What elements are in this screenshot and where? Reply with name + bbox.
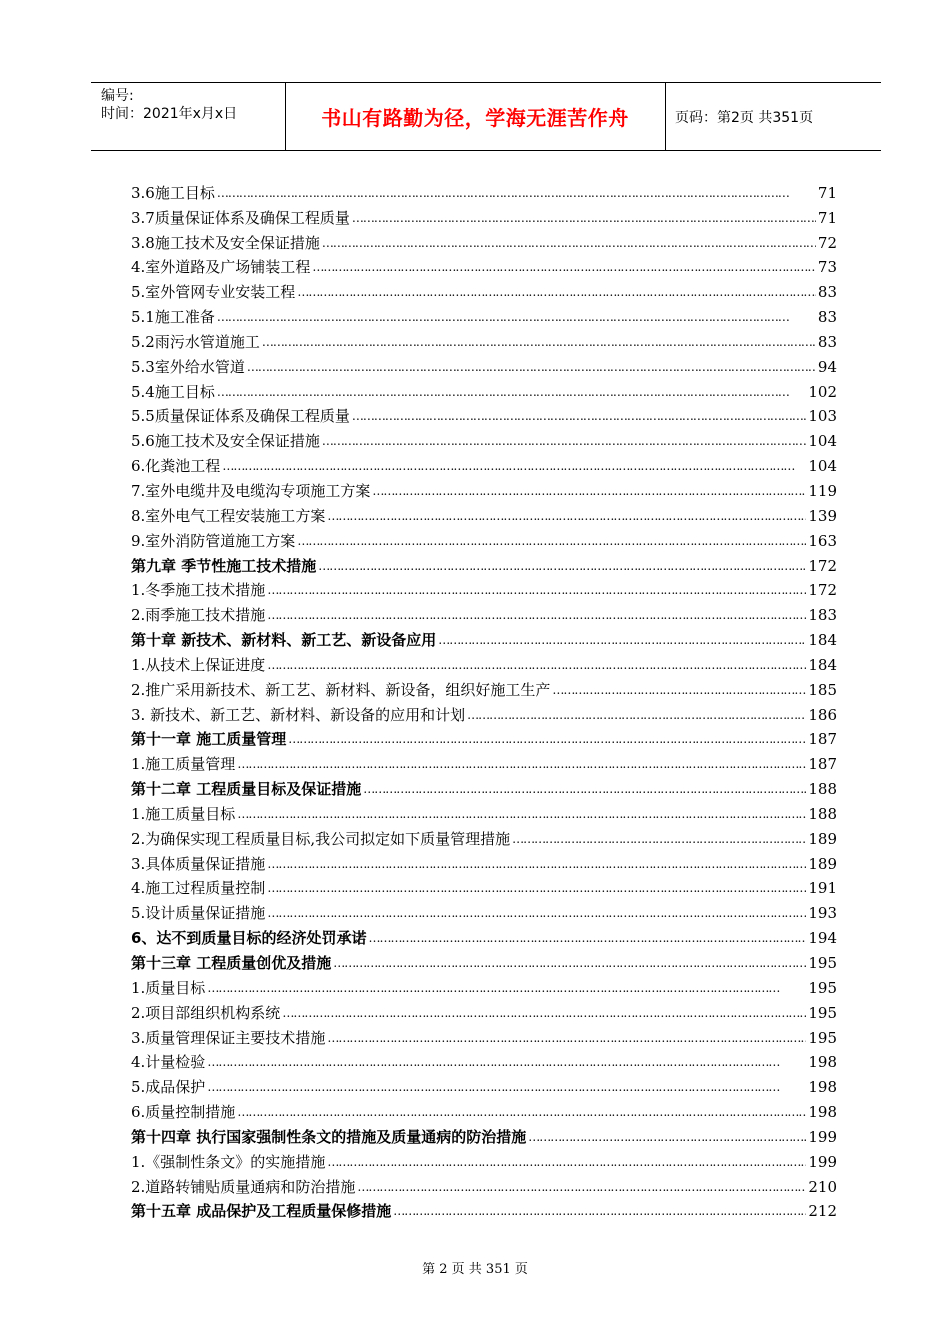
table-of-contents bbox=[131, 178, 837, 1221]
toc-entry[interactable] bbox=[131, 576, 837, 601]
toc-entry[interactable] bbox=[131, 824, 837, 849]
number-label: 编号: bbox=[101, 88, 134, 104]
toc-entry[interactable] bbox=[131, 178, 837, 203]
toc-entry[interactable] bbox=[131, 228, 837, 253]
toc-entry-page: 199 bbox=[808, 1127, 837, 1146]
toc-entry-page: 83 bbox=[817, 308, 837, 327]
toc-entry[interactable] bbox=[131, 203, 837, 228]
header-meta bbox=[101, 87, 237, 123]
toc-entry-label: 5.成品保护 bbox=[131, 1078, 206, 1097]
toc-entry[interactable] bbox=[131, 998, 837, 1023]
toc-entry-page: 184 bbox=[808, 631, 837, 650]
toc-entry-label: 5.2雨污水管道施工 bbox=[131, 332, 260, 351]
toc-dot-leader bbox=[363, 779, 806, 799]
toc-entry-page: 194 bbox=[808, 929, 837, 948]
toc-dot-leader bbox=[552, 680, 806, 700]
toc-dot-leader bbox=[372, 481, 806, 501]
toc-entry-page: 188 bbox=[808, 780, 837, 799]
toc-entry[interactable] bbox=[131, 650, 837, 675]
toc-entry-label: 7.室外电缆井及电缆沟专项施工方案 bbox=[131, 481, 371, 500]
toc-chapter-entry[interactable] bbox=[131, 948, 837, 973]
toc-entry[interactable] bbox=[131, 526, 837, 551]
toc-entry[interactable] bbox=[131, 700, 837, 725]
toc-dot-leader bbox=[282, 1003, 806, 1023]
toc-dot-leader bbox=[288, 729, 806, 749]
toc-dot-leader bbox=[207, 1052, 806, 1072]
toc-entry[interactable] bbox=[131, 451, 837, 476]
toc-entry-page: 191 bbox=[808, 879, 837, 898]
toc-entry-page: 187 bbox=[808, 755, 837, 774]
toc-dot-leader bbox=[393, 1201, 806, 1221]
toc-dot-leader bbox=[207, 1077, 806, 1097]
toc-entry-label: 2.雨季施工技术措施 bbox=[131, 606, 266, 625]
toc-entry[interactable] bbox=[131, 377, 837, 402]
toc-entry-label: 2.为确保实现工程质量目标,我公司拟定如下质量管理措施 bbox=[131, 829, 511, 848]
toc-dot-leader bbox=[267, 655, 806, 675]
toc-chapter-entry[interactable] bbox=[131, 551, 837, 576]
toc-entry-page: 72 bbox=[817, 233, 837, 252]
toc-entry-page: 83 bbox=[817, 332, 837, 351]
toc-entry[interactable] bbox=[131, 277, 837, 302]
toc-dot-leader bbox=[267, 854, 806, 874]
toc-dot-leader bbox=[222, 456, 806, 476]
header-page-info: 页码：第2页 共351页 bbox=[675, 109, 814, 126]
toc-entry-label: 3.8施工技术及安全保证措施 bbox=[131, 233, 320, 252]
toc-dot-leader bbox=[322, 233, 816, 253]
toc-entry-page: 103 bbox=[808, 407, 837, 426]
toc-dot-leader bbox=[312, 257, 816, 277]
toc-dot-leader bbox=[318, 556, 806, 576]
toc-dot-leader bbox=[528, 1127, 806, 1147]
toc-entry-page: 71 bbox=[817, 208, 837, 227]
toc-entry[interactable] bbox=[131, 973, 837, 998]
toc-entry-label: 4.计量检验 bbox=[131, 1053, 206, 1072]
toc-entry[interactable] bbox=[131, 1023, 837, 1048]
toc-entry-label: 2.道路转铺贴质量通病和防治措施 bbox=[131, 1177, 356, 1196]
toc-entry-page: 172 bbox=[808, 581, 837, 600]
toc-entry-page: 183 bbox=[808, 606, 837, 625]
toc-entry-page: 119 bbox=[808, 481, 837, 500]
toc-entry-page: 73 bbox=[817, 258, 837, 277]
toc-entry-page: 189 bbox=[808, 829, 837, 848]
toc-entry[interactable] bbox=[131, 898, 837, 923]
toc-entry-page: 195 bbox=[808, 978, 837, 997]
toc-entry-page: 94 bbox=[817, 357, 837, 376]
toc-entry-page: 198 bbox=[808, 1078, 837, 1097]
toc-dot-leader bbox=[217, 183, 816, 203]
toc-dot-leader bbox=[352, 406, 807, 426]
toc-entry-label: 6.质量控制措施 bbox=[131, 1103, 236, 1122]
toc-dot-leader bbox=[247, 357, 816, 377]
toc-entry[interactable] bbox=[131, 799, 837, 824]
toc-entry-label: 8.室外电气工程安装施工方案 bbox=[131, 506, 326, 525]
toc-entry-page: 102 bbox=[808, 382, 837, 401]
toc-entry[interactable] bbox=[131, 849, 837, 874]
toc-entry[interactable] bbox=[131, 302, 837, 327]
toc-entry-label: 5.设计质量保证措施 bbox=[131, 904, 266, 923]
toc-entry-label: 5.5质量保证体系及确保工程质量 bbox=[131, 407, 350, 426]
toc-entry-label: 第十四章 执行国家强制性条文的措施及质量通病的防治措施 bbox=[131, 1127, 527, 1146]
toc-chapter-entry[interactable] bbox=[131, 625, 837, 650]
toc-dot-leader bbox=[267, 605, 806, 625]
toc-entry-page: 195 bbox=[808, 1028, 837, 1047]
toc-entry[interactable] bbox=[131, 675, 837, 700]
toc-entry-label: 5.1施工准备 bbox=[131, 308, 215, 327]
toc-entry-page: 198 bbox=[808, 1053, 837, 1072]
toc-entry-label: 3.6施工目标 bbox=[131, 183, 215, 202]
toc-entry-label: 第十章 新技术、新材料、新工艺、新设备应用 bbox=[131, 631, 437, 650]
toc-entry[interactable] bbox=[131, 1048, 837, 1073]
toc-entry-label: 第十一章 施工质量管理 bbox=[131, 730, 287, 749]
toc-entry-label: 6、达不到质量目标的经济处罚承诺 bbox=[131, 929, 367, 948]
toc-entry-page: 83 bbox=[817, 283, 837, 302]
toc-dot-leader bbox=[322, 431, 807, 451]
toc-entry[interactable] bbox=[131, 402, 837, 427]
toc-dot-leader bbox=[352, 208, 816, 228]
toc-entry-label: 3. 新技术、新工艺、新材料、新设备的应用和计划 bbox=[131, 705, 466, 724]
header-divider-right bbox=[665, 83, 666, 150]
time-label: 时间：2021年x月x日 bbox=[101, 106, 238, 122]
toc-entry[interactable] bbox=[131, 426, 837, 451]
toc-entry-label: 9.室外消防管道施工方案 bbox=[131, 531, 296, 550]
toc-entry-page: 212 bbox=[808, 1202, 837, 1221]
toc-dot-leader bbox=[237, 754, 806, 774]
toc-entry-label: 5.4施工目标 bbox=[131, 382, 215, 401]
toc-dot-leader bbox=[357, 1177, 806, 1197]
toc-entry-page: 188 bbox=[808, 804, 837, 823]
toc-entry[interactable] bbox=[131, 1097, 837, 1122]
toc-entry-label: 4.施工过程质量控制 bbox=[131, 879, 266, 898]
toc-entry[interactable] bbox=[131, 253, 837, 278]
toc-entry-label: 4.室外道路及广场铺装工程 bbox=[131, 258, 311, 277]
toc-chapter-entry[interactable] bbox=[131, 923, 837, 948]
toc-dot-leader bbox=[368, 928, 806, 948]
toc-entry[interactable] bbox=[131, 327, 837, 352]
toc-entry-label: 1.从技术上保证进度 bbox=[131, 655, 266, 674]
toc-entry-label: 2.项目部组织机构系统 bbox=[131, 1003, 281, 1022]
toc-dot-leader bbox=[327, 1028, 806, 1048]
toc-entry-label: 第九章 季节性施工技术措施 bbox=[131, 556, 317, 575]
toc-entry-page: 199 bbox=[808, 1152, 837, 1171]
toc-entry[interactable] bbox=[131, 1072, 837, 1097]
toc-entry-page: 193 bbox=[808, 904, 837, 923]
toc-entry-label: 3.质量管理保证主要技术措施 bbox=[131, 1028, 326, 1047]
toc-entry-label: 3.具体质量保证措施 bbox=[131, 854, 266, 873]
toc-entry-page: 189 bbox=[808, 854, 837, 873]
toc-entry-label: 1.冬季施工技术措施 bbox=[131, 581, 266, 600]
toc-dot-leader bbox=[267, 903, 806, 923]
toc-entry-page: 104 bbox=[808, 432, 837, 451]
toc-entry-label: 1.施工质量管理 bbox=[131, 755, 236, 774]
toc-entry-label: 2.推广采用新技术、新工艺、新材料、新设备，组织好施工生产 bbox=[131, 680, 551, 699]
toc-entry-label: 第十三章 工程质量创优及措施 bbox=[131, 954, 332, 972]
toc-entry-page: 186 bbox=[808, 705, 837, 724]
toc-entry[interactable] bbox=[131, 600, 837, 625]
toc-entry-page: 195 bbox=[808, 1003, 837, 1022]
toc-dot-leader bbox=[297, 531, 806, 551]
toc-dot-leader bbox=[438, 630, 806, 650]
toc-dot-leader bbox=[262, 332, 816, 352]
toc-entry[interactable] bbox=[131, 1147, 837, 1172]
toc-entry-page: 210 bbox=[808, 1177, 837, 1196]
toc-entry-page: 184 bbox=[808, 655, 837, 674]
toc-entry-label: 5.3室外给水管道 bbox=[131, 357, 245, 376]
toc-dot-leader bbox=[297, 282, 816, 302]
toc-dot-leader bbox=[512, 829, 806, 849]
toc-dot-leader bbox=[217, 307, 816, 327]
toc-chapter-entry[interactable] bbox=[131, 1197, 837, 1222]
toc-chapter-entry[interactable] bbox=[131, 725, 837, 750]
toc-entry-page: 195 bbox=[808, 954, 837, 972]
toc-dot-leader bbox=[217, 382, 807, 402]
toc-entry-page: 187 bbox=[808, 730, 837, 749]
toc-dot-leader bbox=[467, 705, 806, 725]
toc-entry-label: 第十五章 成品保护及工程质量保修措施 bbox=[131, 1202, 392, 1221]
toc-dot-leader bbox=[333, 953, 806, 973]
toc-dot-leader bbox=[237, 804, 806, 824]
toc-entry-label: 3.7质量保证体系及确保工程质量 bbox=[131, 208, 350, 227]
toc-chapter-entry[interactable] bbox=[131, 1122, 837, 1147]
page-footer: 第 2 页 共 351 页 bbox=[422, 1262, 528, 1277]
toc-entry[interactable] bbox=[131, 874, 837, 899]
page-header bbox=[91, 82, 881, 151]
toc-dot-leader bbox=[237, 1102, 806, 1122]
toc-entry[interactable] bbox=[131, 501, 837, 526]
toc-dot-leader bbox=[207, 978, 806, 998]
toc-dot-leader bbox=[267, 580, 806, 600]
toc-dot-leader bbox=[327, 506, 806, 526]
toc-entry-label: 1.质量目标 bbox=[131, 978, 206, 997]
toc-entry-page: 104 bbox=[808, 457, 837, 476]
toc-entry-page: 185 bbox=[808, 680, 837, 699]
toc-entry[interactable] bbox=[131, 352, 837, 377]
toc-entry[interactable] bbox=[131, 749, 837, 774]
toc-entry-page: 139 bbox=[808, 506, 837, 525]
toc-entry[interactable] bbox=[131, 476, 837, 501]
toc-entry-page: 163 bbox=[808, 531, 837, 550]
toc-entry-page: 198 bbox=[808, 1103, 837, 1122]
toc-entry-label: 第十二章 工程质量目标及保证措施 bbox=[131, 780, 362, 799]
toc-entry-label: 5.6施工技术及安全保证措施 bbox=[131, 432, 320, 451]
toc-entry-label: 5.室外管网专业安装工程 bbox=[131, 283, 296, 302]
toc-dot-leader bbox=[327, 1152, 806, 1172]
toc-entry-label: 6.化粪池工程 bbox=[131, 457, 221, 476]
toc-entry-page: 172 bbox=[808, 556, 837, 575]
toc-dot-leader bbox=[267, 878, 806, 898]
header-motto: 书山有路勤为径，学海无涯苦作舟 bbox=[321, 106, 629, 130]
toc-entry-label: 1.施工质量目标 bbox=[131, 804, 236, 823]
toc-entry[interactable] bbox=[131, 1172, 837, 1197]
toc-chapter-entry[interactable] bbox=[131, 774, 837, 799]
toc-entry-label: 1.《强制性条文》的实施措施 bbox=[131, 1152, 326, 1171]
toc-entry-page: 71 bbox=[817, 183, 837, 202]
